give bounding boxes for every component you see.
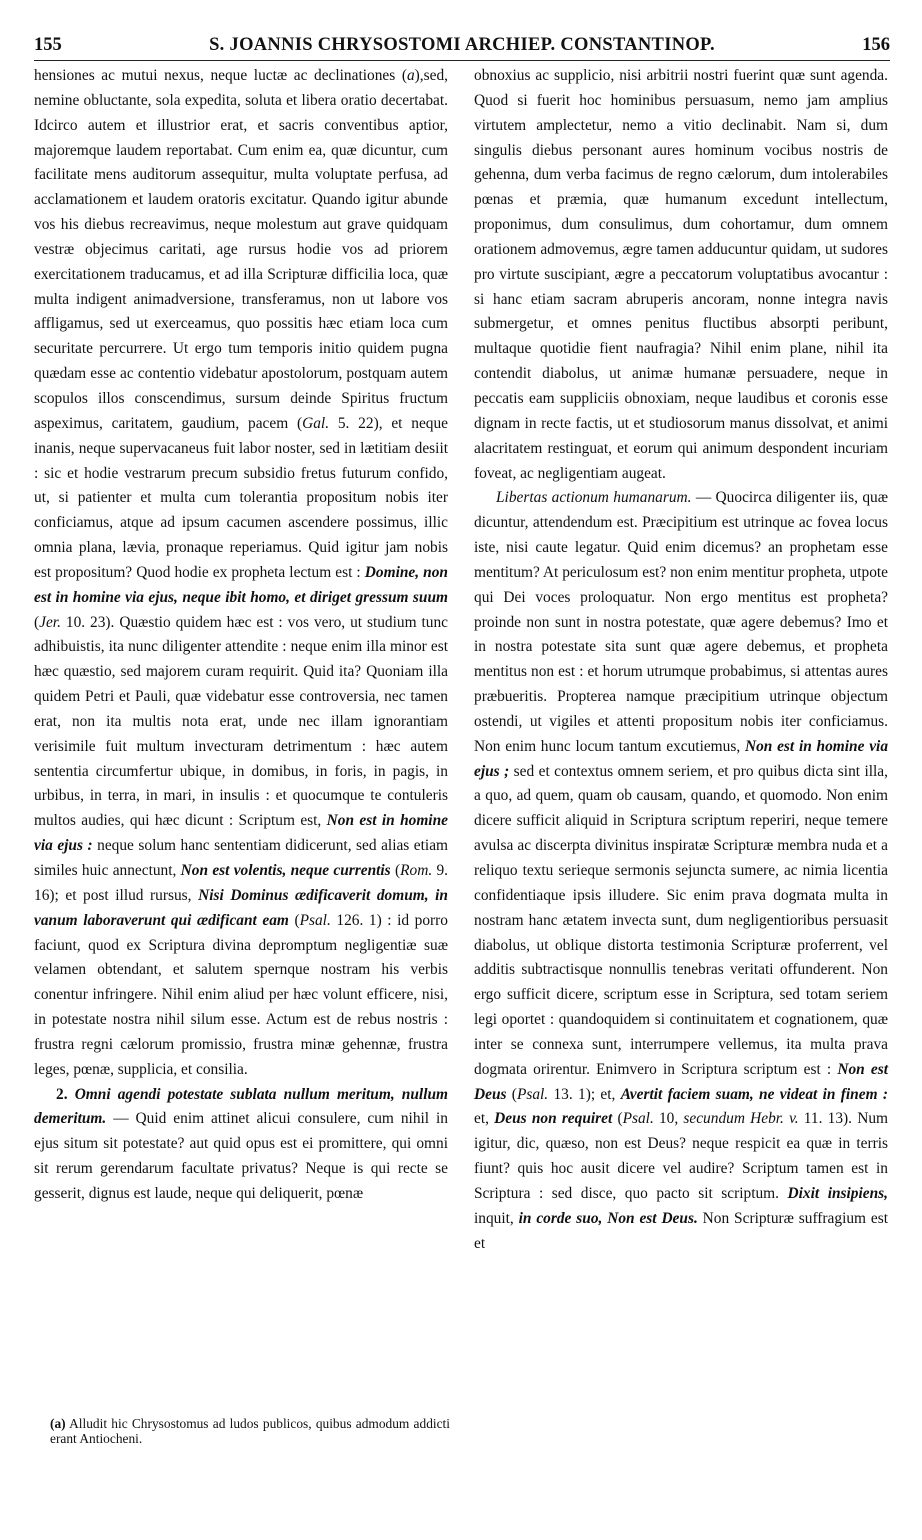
scripture-ref: secundum Hebr. v. <box>683 1110 799 1128</box>
page-number-left: 155 <box>34 34 62 55</box>
text-run: — Quid enim attinet alicui consulere, cum nihil in ejus situm sit potestate? aut quid opus est ei promittere, qui omni sit rerum gerendarum facultate privatus? Neque is qui recte se gesserit, dignus est laude, neque qui deliquerit, pœnæ <box>34 1110 448 1202</box>
text-run: 10. 23). Quæstio quidem hæc est : vos vero, ut studium tunc adhibuistis, ita nunc diligenter attendite : neque enim illa minor est hæc quæstio, sed majorem curam requirit. Quid ita? Quoniam illa quidem Petri et Pauli, quæ videbatur esse controversia, nec tamen erat, non ita multis nota erat, unde nec illam ignorantiam verisimile fuit multum invecturam detrimentum : hæc autem sententia circumfertur ubique, in domibus, in foris, in pagis, in urbibus, in terra, in mari, in insulis : et quocumque te contuleris multos audies, qui hæc dicunt : Scriptum est, <box>34 613 448 830</box>
left-paragraph-1 <box>34 64 448 1083</box>
scripture-quote: in corde suo, Non est Deus. <box>518 1209 698 1227</box>
footnote-ref: a <box>406 67 415 84</box>
scripture-ref: Jer. <box>39 613 61 631</box>
right-paragraph-2 <box>474 486 888 1256</box>
scripture-ref: Rom. <box>400 862 433 879</box>
scripture-quote: Nisi Dominus ædificaverit domum, in vanum laboraverunt qui ædificant eam <box>34 886 448 929</box>
text-run: hensiones ac mutui nexus, neque luctæ ac declinationes ( <box>34 67 407 84</box>
text-run: 9. 16); et post illud rursus, <box>34 862 449 904</box>
scripture-ref: Gal. <box>302 414 330 432</box>
text-run: 5. 22), et neque inanis, neque supervacaneus fuit labor noster, sed in lætitiam desiit : sic et hodie vestrarum precum subsidio fretus futurum confido, ut, si patienter et multa cum tolerantia propositum nobis iter conficiamus, atque ad ipsum cacumen ascendere possimus, illic omnia plana, lævia, pronaque reperiamus. Quid igitur jam nobis est propositum? Quod hodie ex propheta lectum est : <box>34 414 448 581</box>
footnote <box>50 1416 450 1446</box>
scripture-ref: Psal. <box>299 911 331 929</box>
section-heading: Omni agendi potestate sublata nullum meritum, nullum demeritum. <box>34 1085 449 1128</box>
text-run: ( <box>506 1085 517 1103</box>
text-run: ( <box>288 911 300 929</box>
scripture-quote: Domine, non est in homine via ejus, neque ibit homo, et diriget gressum suum <box>34 563 448 606</box>
text-run: ( <box>34 613 40 631</box>
section-heading: Libertas actionum humanarum. <box>496 489 692 507</box>
text-run: 10, <box>653 1110 684 1128</box>
right-column <box>474 64 888 1257</box>
text-run: 11. 13). Num igitur, dic, quæso, non est Deus? neque respicit ea quæ in terris fiunt? quis hoc ausit dicere vel audire? Scriptum tamen est in Scriptura : sed disce, quo pacto sit scriptum. <box>474 1110 888 1202</box>
left-paragraph-2 <box>34 1083 448 1207</box>
text-run: obnoxius ac supplicio, nisi arbitrii nostri fuerint quæ sunt agenda. Quod si fuerit hoc hominibus persuasum, nemo jam amplius virtutem amplectetur, nemo a vitio declinabit. Nam si, dum singulis diebus personant aures hominum vocibus nostris de gehenna, dum verba facimus de regno cælorum, dum intolerabiles pœnas et præmia, quæ humanum excedunt intellectum, proponimus, dum consulimus, dum cohortamur, dum omnem orationem admovemus, ægre tamen adducuntur quidam, ut sudores pro virtute suscipiant, ægre a peccatorum voluptatibus avocantur : si hanc etiam sacram abruperis ancoram, nonne integra navis submergetur, et omnes penitus fluctibus absorpti peribunt, multaque quotidie fient naufragia? Nihil enim plane, nihil ita contendit diabolus, ut animæ humanæ persuadere, neque in peccatis eam suppliciis obnoxiam, neque laudibus et coronis esse dignam in recte factis, ut et studiosorum manus dissolvat, et animi alacritatem restinguat, et eorum qui animum despondent incuriam foveat, ac negligentiam augeat. <box>474 67 888 482</box>
text-run: ( <box>612 1110 623 1128</box>
text-run: neque solum hanc sententiam didicerunt, sed alias etiam similes huic annectunt, <box>34 837 448 879</box>
scripture-quote: Non est volentis, neque currentis <box>180 862 391 879</box>
text-run: sed et contextus omnem seriem, et pro quibus dicta sint illa, a quo, ad quem, quam ob causam, quando, et quomodo. Non enim dicere sufficit aliquid in Scriptura scriptum reperiri, neque temere avulsa ac discerpta divinitus inspiratæ Scripturæ membra nuda et a reliquo textu serieque sermonis sejuncta sumere, ac nimia licentia confidentiaque ipsis illudere. Sic enim prava dogmata multa in nostram hanc ætatem invecta sunt, dum negligentioribus persuasit diabolus, ut oblique distorta testimonia Scripturæ proferrent, vel additis subtractisque nonnullis tenebras veritati offunderent. Non ergo sufficit dicere, scriptum esse in Scriptura, sed totam seriem legi oportet : quandoquidem si continuitatem et cognationem, quæ inter se connexa sunt, interrumpere vellemus, ita multa prava dogmata orirentur. Enimvero in Scriptura scriptum est : <box>474 762 888 1078</box>
scripture-ref: Psal. <box>622 1110 654 1128</box>
text-run: 126. 1) : id porro faciunt, quod ex Scriptura divina depromptum negligentiæ suæ velamen obtendant, et salutem spernque nostram his verbis conentur infringere. Nihil enim aliud per hæc volunt efficere, nisi, in potestate nostra nihil silum esse. Actum est de rebus nostris : frustra regni cælorum promissio, frustra minæ gehennæ, frustra leges, pœnæ, supplicia, et consilia. <box>34 911 448 1078</box>
text-run: Non Scripturæ suffragium est et <box>474 1209 888 1252</box>
text-run: et, <box>474 1110 495 1128</box>
text-run: ),sed, nemine obluctante, sola expedita, soluta et libera oratio decertabat. Idcirco autem et illustrior erat, et sacris conventibus aptior, majoremque laudem reportabat. Cum enim ea, quæ dicuntur, cum facilitate mens auditorum assequitur, multa voluptate perfusa, ad acclamationem et laudem oratoris excitatur. Quando igitur abunde vos his diebus recreavimus, neque molestum aut grave quidquam vestræ objecimus caritati, age rursus hodie vos ad priorem exercitationem traducamus, et ad illa Scripturæ difficilia loca, quæ multa indigent animadversione, transferamus, non ut labore vos affligamus, sed ut exerceamus, quo possitis hæc etiam loca cum securitate percurrere. Ut ergo tum temporis initio quidem pugna quædam esse ac contentio videbatur apostolorum, postquam autem scopulos illos conscendimus, sursum deinde Spiritus fructum aspeximus, caritatem, gaudium, pacem ( <box>34 67 448 432</box>
running-title: S. JOANNIS CHRYSOSTOMI ARCHIEP. CONSTANTINOP. <box>209 34 715 55</box>
section-number: 2. <box>56 1085 68 1103</box>
page-number-right: 156 <box>862 34 890 55</box>
scripture-ref: Psal. <box>516 1085 549 1103</box>
right-paragraph-1 <box>474 64 888 486</box>
text-run: — Quocirca diligenter iis, quæ dicuntur, attendendum est. Præcipitium est utrinque ac fovea locus iste, nisi caute legatur. Quid enim dicemus? an prophetam esse mentitum? At periculosum est? non enim mentitur propheta, utpote qui Dei voces proloquatur. Non ergo mentitus est propheta? proinde non sunt in nostra potestate, quæ agere debemus? Imo et in nostra potestate sita sunt quæ agere debemus, et propheta mentitus non est : et horum utrumque probabimus, si attentas aures præbueritis. Propterea namque præcipitium utrinque objectum ostendi, ut vigiles et attenti propositum nobis iter conficiamus. Non enim hunc locum tantum excutiemus, <box>474 489 888 755</box>
scripture-quote: Dixit insipiens, <box>787 1184 888 1202</box>
left-column <box>34 64 448 1207</box>
scripture-quote: Non est in homine via ejus : <box>34 812 448 855</box>
scripture-quote: Non est in homine via ejus ; <box>474 737 889 780</box>
text-run: inquit, <box>474 1209 519 1227</box>
text-run: 13. 1); et, <box>548 1085 621 1103</box>
footnote-text: Alludit hic Chrysostomus ad ludos publicos, quibus admodum addicti erant Antiocheni. <box>50 1416 450 1446</box>
footnote-mark: (a) <box>50 1416 66 1431</box>
text-run: ( <box>390 862 401 879</box>
scripture-quote: Non est Deus <box>474 1060 888 1103</box>
running-head <box>34 30 890 61</box>
scripture-quote: Avertit faciem suam, ne videat in finem : <box>620 1085 888 1103</box>
scripture-quote: Deus non requiret <box>494 1110 613 1128</box>
